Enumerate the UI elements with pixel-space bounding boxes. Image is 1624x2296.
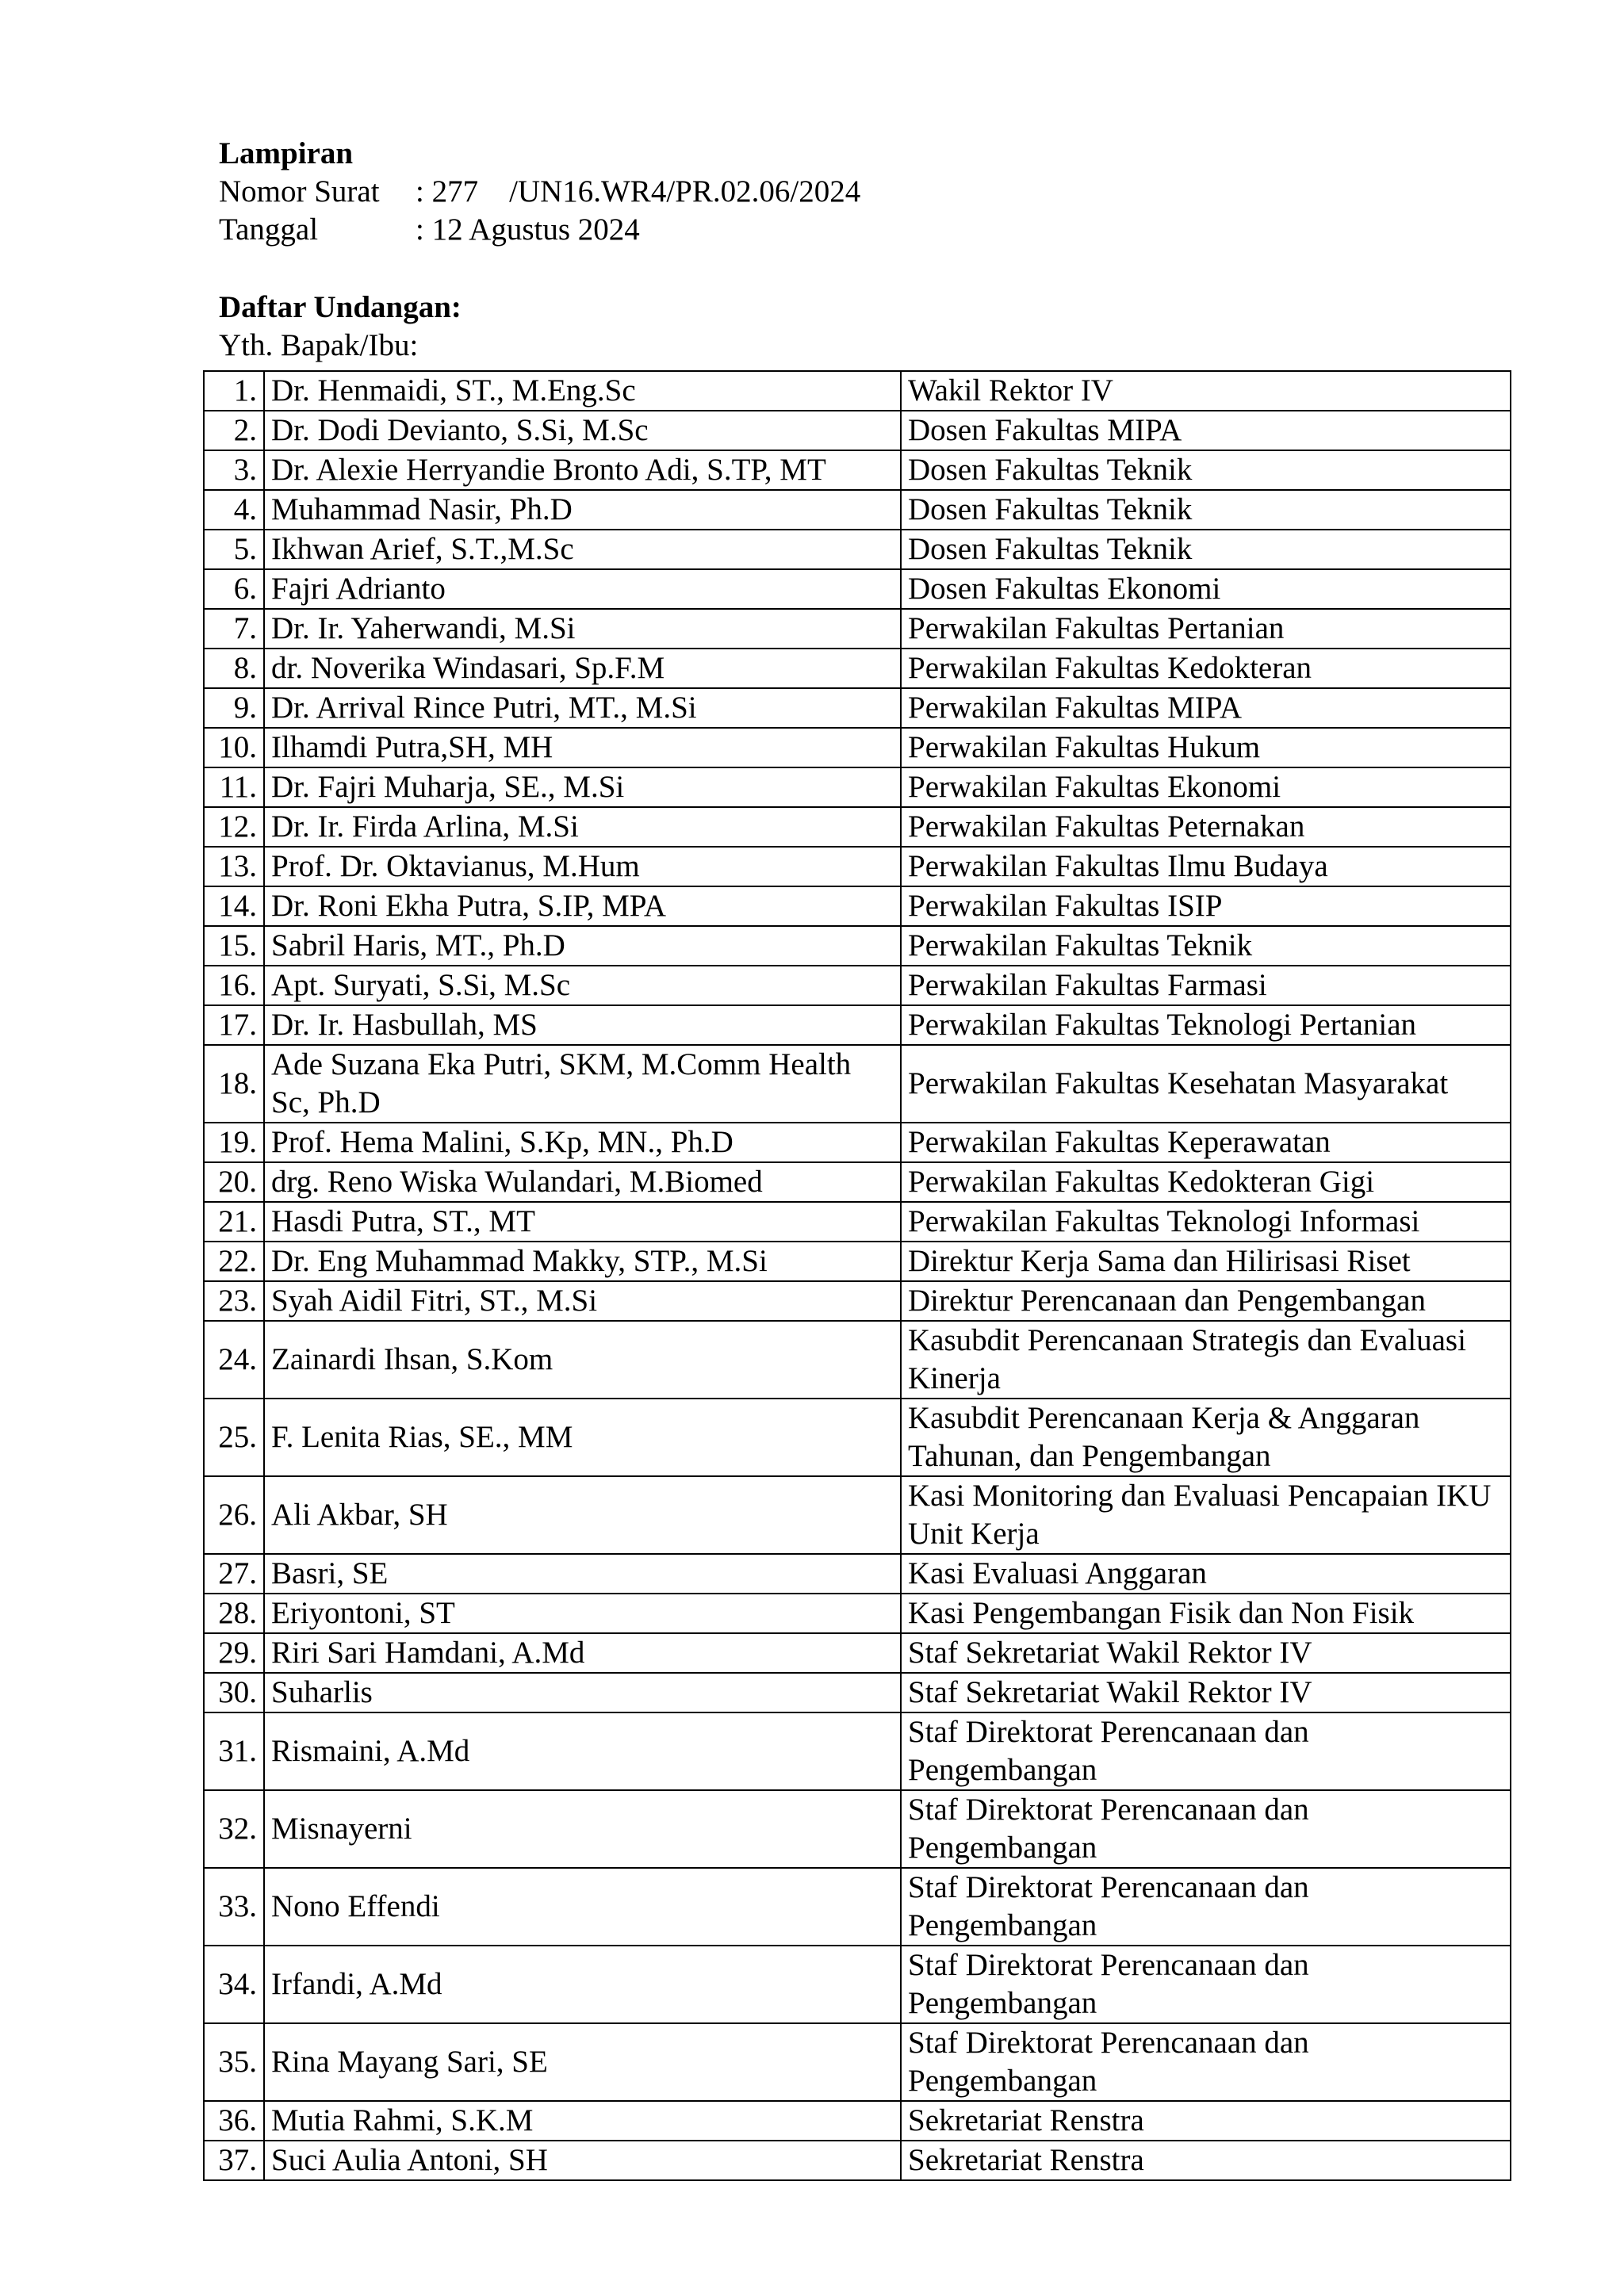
row-number: 17. xyxy=(204,1005,264,1045)
table-row xyxy=(204,1946,1511,2023)
row-number: 20. xyxy=(204,1162,264,1202)
table-row xyxy=(204,1633,1511,1673)
table-row xyxy=(204,1399,1511,1476)
invitee-name: Fajri Adrianto xyxy=(264,569,901,609)
invitee-name: Basri, SE xyxy=(264,1554,901,1594)
row-number: 12. xyxy=(204,807,264,847)
invitee-position: Direktur Perencanaan dan Pengembangan xyxy=(901,1281,1511,1321)
invitee-name: Rina Mayang Sari, SE xyxy=(264,2023,901,2101)
tanggal-row xyxy=(219,211,860,249)
nomor-surat-label: Nomor Surat xyxy=(219,174,380,209)
row-number: 35. xyxy=(204,2023,264,2101)
table-row xyxy=(204,1321,1511,1399)
row-number: 25. xyxy=(204,1399,264,1476)
invitee-name: Misnayerni xyxy=(264,1790,901,1868)
table-row xyxy=(204,1554,1511,1594)
row-number: 37. xyxy=(204,2141,264,2180)
invitee-position: Perwakilan Fakultas Peternakan xyxy=(901,807,1511,847)
invitee-name: Dr. Dodi Devianto, S.Si, M.Sc xyxy=(264,411,901,450)
row-number: 30. xyxy=(204,1673,264,1712)
invitee-name: Dr. Fajri Muharja, SE., M.Si xyxy=(264,767,901,807)
table-row xyxy=(204,688,1511,728)
row-number: 1. xyxy=(204,371,264,411)
invitee-name: Mutia Rahmi, S.K.M xyxy=(264,2101,901,2141)
row-number: 15. xyxy=(204,926,264,966)
invitee-position: Dosen Fakultas Ekonomi xyxy=(901,569,1511,609)
nomor-surat-value: : 277 /UN16.WR4/PR.02.06/2024 xyxy=(416,174,861,209)
invitee-position: Perwakilan Fakultas Ilmu Budaya xyxy=(901,847,1511,886)
table-row xyxy=(204,649,1511,688)
table-row xyxy=(204,1712,1511,1790)
invitee-name: Irfandi, A.Md xyxy=(264,1946,901,2023)
invitee-position: Perwakilan Fakultas Hukum xyxy=(901,728,1511,767)
invitee-name: Prof. Hema Malini, S.Kp, MN., Ph.D xyxy=(264,1123,901,1162)
salutation: Yth. Bapak/Ibu: xyxy=(219,328,419,362)
row-number: 7. xyxy=(204,609,264,649)
invitee-name: Dr. Eng Muhammad Makky, STP., M.Si xyxy=(264,1242,901,1281)
row-number: 8. xyxy=(204,649,264,688)
invitee-name: dr. Noverika Windasari, Sp.F.M xyxy=(264,649,901,688)
invitee-name: Ikhwan Arief, S.T.,M.Sc xyxy=(264,530,901,569)
invitee-position: Staf Direktorat Perencanaan dan Pengembangan xyxy=(901,2023,1511,2101)
invitee-position: Staf Sekretariat Wakil Rektor IV xyxy=(901,1633,1511,1673)
invitee-name: Sabril Haris, MT., Ph.D xyxy=(264,926,901,966)
invitation-table xyxy=(203,370,1511,2181)
invitee-position: Sekretariat Renstra xyxy=(901,2141,1511,2180)
invitee-position: Direktur Kerja Sama dan Hilirisasi Riset xyxy=(901,1242,1511,1281)
table-row xyxy=(204,966,1511,1005)
invitee-position: Perwakilan Fakultas Teknologi Pertanian xyxy=(901,1005,1511,1045)
invitee-name: Apt. Suryati, S.Si, M.Sc xyxy=(264,966,901,1005)
table-row xyxy=(204,1594,1511,1633)
invitee-name: Dr. Ir. Firda Arlina, M.Si xyxy=(264,807,901,847)
table-row xyxy=(204,569,1511,609)
table-row xyxy=(204,490,1511,530)
invitee-position: Kasi Evaluasi Anggaran xyxy=(901,1554,1511,1594)
invitee-name: Nono Effendi xyxy=(264,1868,901,1946)
table-row xyxy=(204,926,1511,966)
table-row xyxy=(204,411,1511,450)
invitee-position: Perwakilan Fakultas Pertanian xyxy=(901,609,1511,649)
invitee-position: Perwakilan Fakultas Keperawatan xyxy=(901,1123,1511,1162)
invitee-name: Dr. Ir. Hasbullah, MS xyxy=(264,1005,901,1045)
invitee-name: Suci Aulia Antoni, SH xyxy=(264,2141,901,2180)
invitee-name: Prof. Dr. Oktavianus, M.Hum xyxy=(264,847,901,886)
row-number: 27. xyxy=(204,1554,264,1594)
row-number: 34. xyxy=(204,1946,264,2023)
invitee-name: Hasdi Putra, ST., MT xyxy=(264,1202,901,1242)
invitee-name: Ali Akbar, SH xyxy=(264,1476,901,1554)
row-number: 13. xyxy=(204,847,264,886)
daftar-undangan-title: Daftar Undangan: xyxy=(219,290,462,324)
invitee-position: Dosen Fakultas Teknik xyxy=(901,490,1511,530)
invitee-position: Staf Direktorat Perencanaan dan Pengembangan xyxy=(901,1712,1511,1790)
invitee-position: Perwakilan Fakultas ISIP xyxy=(901,886,1511,926)
table-row xyxy=(204,2101,1511,2141)
table-row xyxy=(204,1005,1511,1045)
row-number: 33. xyxy=(204,1868,264,1946)
row-number: 32. xyxy=(204,1790,264,1868)
row-number: 22. xyxy=(204,1242,264,1281)
row-number: 4. xyxy=(204,490,264,530)
nomor-surat-row xyxy=(219,173,860,211)
invitee-position: Perwakilan Fakultas Teknik xyxy=(901,926,1511,966)
tanggal-label: Tanggal xyxy=(219,212,319,247)
invitee-name: Dr. Alexie Herryandie Bronto Adi, S.TP, MT xyxy=(264,450,901,490)
invitee-position: Perwakilan Fakultas Teknologi Informasi xyxy=(901,1202,1511,1242)
invitee-name: Dr. Roni Ekha Putra, S.IP, MPA xyxy=(264,886,901,926)
row-number: 14. xyxy=(204,886,264,926)
tanggal-value: : 12 Agustus 2024 xyxy=(416,212,640,247)
invitee-position: Kasubdit Perencanaan Strategis dan Evaluasi Kinerja xyxy=(901,1321,1511,1399)
row-number: 36. xyxy=(204,2101,264,2141)
table-row xyxy=(204,847,1511,886)
invitee-position: Dosen Fakultas MIPA xyxy=(901,411,1511,450)
table-row xyxy=(204,886,1511,926)
table-row xyxy=(204,1045,1511,1123)
invitee-position: Staf Direktorat Perencanaan dan Pengembangan xyxy=(901,1946,1511,2023)
invitee-position: Wakil Rektor IV xyxy=(901,371,1511,411)
invitee-position: Kasi Monitoring dan Evaluasi Pencapaian IKU Unit Kerja xyxy=(901,1476,1511,1554)
table-row xyxy=(204,728,1511,767)
invitee-position: Perwakilan Fakultas Kedokteran xyxy=(901,649,1511,688)
row-number: 6. xyxy=(204,569,264,609)
row-number: 24. xyxy=(204,1321,264,1399)
table-row xyxy=(204,371,1511,411)
invitee-position: Staf Sekretariat Wakil Rektor IV xyxy=(901,1673,1511,1712)
row-number: 18. xyxy=(204,1045,264,1123)
row-number: 9. xyxy=(204,688,264,728)
table-row xyxy=(204,767,1511,807)
invitee-position: Dosen Fakultas Teknik xyxy=(901,450,1511,490)
table-row xyxy=(204,609,1511,649)
invitee-name: Dr. Henmaidi, ST., M.Eng.Sc xyxy=(264,371,901,411)
row-number: 3. xyxy=(204,450,264,490)
table-row xyxy=(204,807,1511,847)
row-number: 11. xyxy=(204,767,264,807)
row-number: 29. xyxy=(204,1633,264,1673)
invitee-name: Muhammad Nasir, Ph.D xyxy=(264,490,901,530)
invitee-name: Dr. Ir. Yaherwandi, M.Si xyxy=(264,609,901,649)
invitee-name: Riri Sari Hamdani, A.Md xyxy=(264,1633,901,1673)
table-row xyxy=(204,1868,1511,1946)
row-number: 19. xyxy=(204,1123,264,1162)
table-row xyxy=(204,1242,1511,1281)
table-row xyxy=(204,1202,1511,1242)
invitee-name: Eriyontoni, ST xyxy=(264,1594,901,1633)
invitee-name: Rismaini, A.Md xyxy=(264,1712,901,1790)
row-number: 28. xyxy=(204,1594,264,1633)
row-number: 21. xyxy=(204,1202,264,1242)
invitee-name: Syah Aidil Fitri, ST., M.Si xyxy=(264,1281,901,1321)
invitee-name: drg. Reno Wiska Wulandari, M.Biomed xyxy=(264,1162,901,1202)
row-number: 23. xyxy=(204,1281,264,1321)
invitee-name: Ilhamdi Putra,SH, MH xyxy=(264,728,901,767)
table-row xyxy=(204,450,1511,490)
invitee-position: Kasi Pengembangan Fisik dan Non Fisik xyxy=(901,1594,1511,1633)
invitee-position: Perwakilan Fakultas Kedokteran Gigi xyxy=(901,1162,1511,1202)
invitee-position: Perwakilan Fakultas Ekonomi xyxy=(901,767,1511,807)
invitee-name: Dr. Arrival Rince Putri, MT., M.Si xyxy=(264,688,901,728)
table-row xyxy=(204,2023,1511,2101)
table-row xyxy=(204,1123,1511,1162)
invitee-position: Kasubdit Perencanaan Kerja & Anggaran Tahunan, dan Pengembangan xyxy=(901,1399,1511,1476)
table-row xyxy=(204,530,1511,569)
invitee-position: Staf Direktorat Perencanaan dan Pengembangan xyxy=(901,1868,1511,1946)
row-number: 5. xyxy=(204,530,264,569)
table-row xyxy=(204,1790,1511,1868)
invitee-name: F. Lenita Rias, SE., MM xyxy=(264,1399,901,1476)
row-number: 10. xyxy=(204,728,264,767)
row-number: 31. xyxy=(204,1712,264,1790)
table-row xyxy=(204,1476,1511,1554)
invitee-position: Staf Direktorat Perencanaan dan Pengembangan xyxy=(901,1790,1511,1868)
invitee-position: Sekretariat Renstra xyxy=(901,2101,1511,2141)
invitee-name: Zainardi Ihsan, S.Kom xyxy=(264,1321,901,1399)
invitee-name: Ade Suzana Eka Putri, SKM, M.Comm Health Sc, Ph.D xyxy=(264,1045,901,1123)
table-row xyxy=(204,2141,1511,2180)
table-row xyxy=(204,1162,1511,1202)
row-number: 26. xyxy=(204,1476,264,1554)
table-row xyxy=(204,1281,1511,1321)
row-number: 2. xyxy=(204,411,264,450)
invitee-name: Suharlis xyxy=(264,1673,901,1712)
lampiran-title: Lampiran xyxy=(219,136,354,170)
row-number: 16. xyxy=(204,966,264,1005)
table-row xyxy=(204,1673,1511,1712)
invitee-position: Perwakilan Fakultas Farmasi xyxy=(901,966,1511,1005)
invitee-position: Perwakilan Fakultas MIPA xyxy=(901,688,1511,728)
invitee-position: Dosen Fakultas Teknik xyxy=(901,530,1511,569)
invitee-position: Perwakilan Fakultas Kesehatan Masyarakat xyxy=(901,1045,1511,1123)
attachment-header xyxy=(219,135,860,365)
